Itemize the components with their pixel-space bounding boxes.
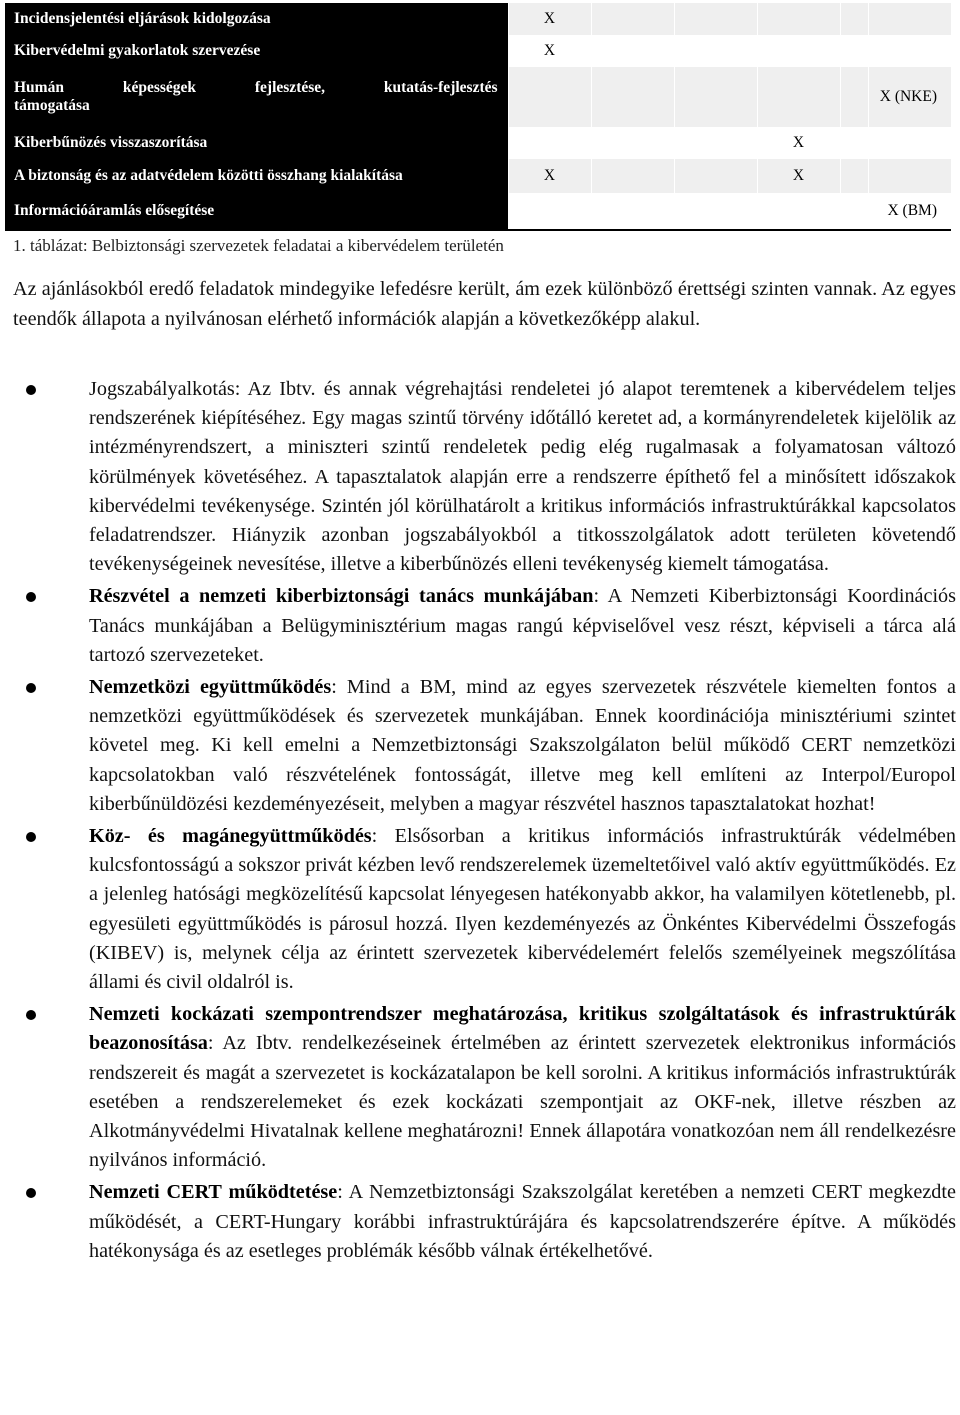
- cell: [840, 3, 868, 35]
- list-item: [13, 673, 956, 819]
- bullet-icon: [26, 385, 36, 395]
- cell: [757, 193, 840, 229]
- bullet-icon: [26, 683, 36, 693]
- status-list: [13, 375, 956, 1269]
- cell: X (NKE): [868, 67, 951, 127]
- cell: [591, 193, 674, 229]
- cell: [508, 127, 591, 159]
- table-caption: 1. táblázat: Belbiztonsági szervezetek feladatai a kibervédelem területén: [13, 236, 504, 255]
- cell: [674, 127, 757, 159]
- cell: [674, 193, 757, 229]
- cell: [868, 35, 951, 67]
- cell: [591, 3, 674, 35]
- item-title: Nemzeti kockázati szempontrendszer meghatározása, kritikus szolgáltatások és infrastruktúrák beazonosítása: [89, 1003, 956, 1055]
- item-title: Nemzeti CERT működtetése: [89, 1181, 338, 1204]
- cell: [591, 67, 674, 127]
- table-row: [5, 3, 951, 35]
- cell: [757, 67, 840, 127]
- cell: X: [508, 35, 591, 67]
- cell: [840, 67, 868, 127]
- cell: [840, 35, 868, 67]
- table-row: [5, 159, 951, 193]
- row-label-line2: támogatása: [14, 97, 90, 114]
- bullet-icon: [26, 1188, 36, 1198]
- item-text: : Mind a BM, mind az egyes szervezetek részvétele kiemelten fontos a nemzetközi együttműködések és szervezetek munkájában. Ennek koordinációja minisztériumi szintet követel meg. Ki kell emelni a Nemzetbiztonsági Szakszolgálaton belül működő CERT nemzetközi kapcsolatokban való részvételének fontosságát, illetve meg kell említeni az Interpol/Europol kiberbűnüldözési kezdeményezéseit, melyben a magyar részvétel hasznos tapasztalatokat hozhat!: [89, 676, 957, 815]
- cell: X (BM): [868, 193, 951, 229]
- item-title: Nemzetközi együttműködés: [89, 676, 332, 699]
- cell: X: [508, 3, 591, 35]
- cell: [508, 193, 591, 229]
- row-label: Kibervédelmi gyakorlatok szervezése: [5, 35, 508, 67]
- item-text: : Az Ibtv. és annak végrehajtási rendeletei jó alapot teremtenek a kibervédelem teljes rendszerének kiépítéséhez. Egy magas szintű törvény időtálló keretet ad, a kormányrendeletek kijelölik az intézményrendszert, a miniszteri szintű rendeletek pedig elég rugalmasak a folyamatosan változó körülmények követéséhez. A tapasztalatok alapján erre a rendszerre építhető fel a minősített időszakok kibervédelmi tevékenysége. Szintén jól körülhatárolt a kritikus információs infrastruktúrákkal kapcsolatos feladatrendszer. Hiányzik azonban jogszabályokból a titkosszolgálatok adott területen követendő tevékenységeinek nevesítése, illetve a kiberbűnözés elleni tevékenység kiemelt támogatása.: [89, 378, 956, 576]
- cell: [674, 159, 757, 193]
- row-label: Információáramlás elősegítése: [5, 193, 508, 229]
- table-bottom-rule: [5, 229, 951, 231]
- item-text: : Elsősorban a kritikus információs infrastruktúrák védelmében kulcsfontosságú a sokszor privát kézben levő rendszerelemek üzemeltetőivel való aktív együttműködés. Ez a jelenleg hatósági megközelítésű kapcsolat lényegesen hatékonyabb akkor, ha valamilyen kötetlenebb, pl. egyesületi együttműködés is párosul hozzá. Ilyen kezdeményezés az Önkéntes Kibervédelmi Összefogás (KIBEV) is, melynek célja az érintett szervezetek kibervédelemért felelős személyeinek megszólítása állami és civil oldalról is.: [89, 825, 956, 994]
- bullet-icon: [26, 832, 36, 842]
- cell: [757, 35, 840, 67]
- cell: [868, 127, 951, 159]
- table-row: [5, 35, 951, 67]
- list-item: [13, 582, 956, 670]
- cell: [591, 159, 674, 193]
- table-row: [5, 127, 951, 159]
- item-text: : Az Ibtv. rendelkezéseinek értelmében az érintett szervezetek elektronikus információs rendszereit és magát a szervezetet is kockázatalapon be kell sorolni. A kritikus információs infrastruktúrák esetében a rendszerelemeket és ezek kockázati szempontjait az OKF-nek, illetve részben az Alkotmányvédelmi Hivatalnak kellene meghatározni! Ennek állapotára vonatkozóan nem áll rendelkezésre nyilvános információ.: [89, 1032, 956, 1172]
- cell: [840, 159, 868, 193]
- cell: X: [757, 127, 840, 159]
- cell: [674, 3, 757, 35]
- table-row: [5, 67, 951, 127]
- list-item: [13, 1178, 956, 1266]
- row-label-line1: Humán képességek fejlesztése, kutatás-fejlesztés: [14, 79, 498, 96]
- row-label: [5, 67, 508, 127]
- item-title: Jogszabályalkotás: [89, 378, 235, 400]
- cell: [591, 35, 674, 67]
- cell: [868, 3, 951, 35]
- list-item: [13, 1000, 956, 1175]
- cell: [757, 3, 840, 35]
- intro-paragraph: Az ajánlásokból eredő feladatok mindegyike lefedésre került, ám ezek különböző érettségi szinten vannak. Az egyes teendők állapota a nyilvánosan elérhető információk alapján a következőképp alakul.: [13, 278, 956, 330]
- cell: [840, 193, 868, 229]
- list-item: [13, 822, 956, 997]
- cell: [868, 159, 951, 193]
- item-text: : A Nemzeti Kiberbiztonsági Koordinációs Tanács munkájában a Belügyminisztérium magas rangú képviselővel vesz részt, képviseli a tárca alá tartozó szervezeteket.: [89, 585, 957, 666]
- cell: X: [508, 159, 591, 193]
- bullet-icon: [26, 1010, 36, 1020]
- row-label: A biztonság és az adatvédelem közötti összhang kialakítása: [5, 159, 508, 193]
- item-text: : A Nemzetbiztonsági Szakszolgálat keretében a nemzeti CERT megkezdte működését, a CERT-Hungary korábbi infrastruktúrájára és kapcsolatrendszerére építve. A működés hatékonysága és az esetleges problémák később válnak értékelhetővé.: [89, 1181, 956, 1262]
- cell: [840, 127, 868, 159]
- table-row: [5, 193, 951, 229]
- item-title: Köz- és magánegyüttműködés: [89, 825, 372, 848]
- row-label: Incidensjelentési eljárások kidolgozása: [5, 3, 508, 35]
- list-item: [13, 375, 956, 579]
- row-label: Kiberbűnözés visszaszorítása: [5, 127, 508, 159]
- cell: [591, 127, 674, 159]
- cell: [508, 67, 591, 127]
- item-title: Részvétel a nemzeti kiberbiztonsági tanács munkájában: [89, 585, 594, 608]
- tasks-table: [5, 3, 951, 231]
- cell: X: [757, 159, 840, 193]
- bullet-icon: [26, 592, 36, 602]
- cell: [674, 35, 757, 67]
- cell: [674, 67, 757, 127]
